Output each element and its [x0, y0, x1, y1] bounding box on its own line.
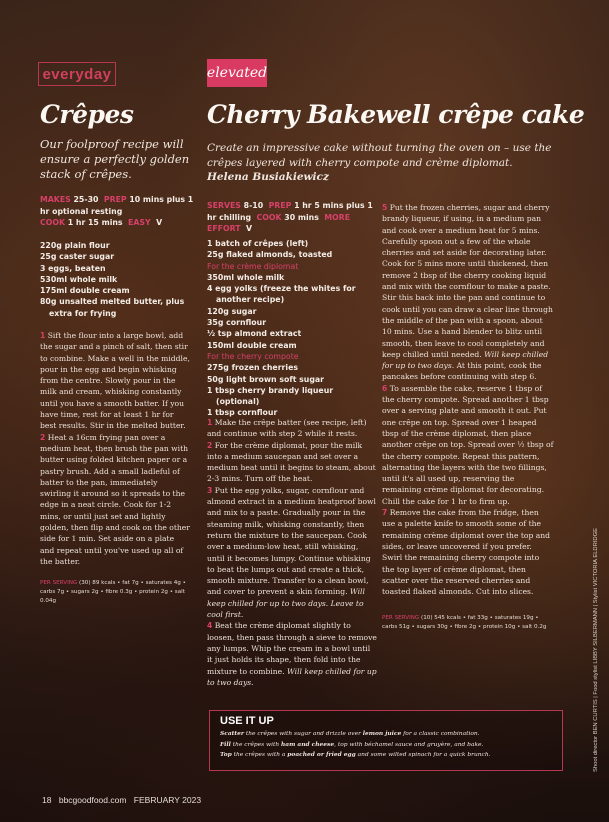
step-number: 1	[40, 331, 46, 340]
prep-value: 10 mins plus 1 hr optional resting	[40, 195, 194, 216]
tip-keyword: Scatter	[220, 730, 244, 737]
method-cherry-bakewell-part1	[207, 417, 377, 688]
method-step	[382, 507, 554, 597]
nutrition-cherry-bakewell	[382, 614, 552, 632]
ingredient-item: 35g cornflour	[207, 318, 267, 328]
ingredient-item: 530ml whole milk	[40, 274, 118, 284]
step-number: 7	[382, 508, 388, 518]
step-text: Make the crêpe batter (see recipe, left) and continue with step 2 while it rests.	[207, 418, 367, 439]
nutrition-values: (10) 545 kcals • fat 33g • saturates 19g • carbs 51g • sugars 30g • fibre 2g • protein 10g • salt 0.2g	[382, 615, 547, 630]
tip-keyword: Top	[220, 751, 232, 758]
ingredient-item: 275g frozen cherries	[207, 363, 299, 373]
ingredient-item: 1 tbsp cherry brandy liqueur (optional)	[207, 385, 334, 407]
method-step	[40, 432, 190, 568]
step-note: Will keep chilled for up to two days.	[207, 666, 377, 687]
recipe-meta-crepes	[40, 194, 200, 229]
serves-label: SERVES	[207, 201, 241, 210]
nutrition-crepes	[40, 579, 190, 606]
step-note: Will keep chilled for up to two days.	[382, 349, 549, 371]
recipe-intro-crepes: Our foolproof recipe will ensure a perfectly golden stack of crêpes.	[40, 137, 190, 181]
ingredient-item: ½ tsp almond extract	[207, 329, 302, 339]
difficulty-badge: MORE EFFORT	[207, 212, 351, 233]
tip-keyword: Fill	[220, 740, 231, 748]
tip-keyword: lemon juice	[362, 730, 402, 737]
page-footer	[42, 795, 206, 805]
recipe-title-crepes: Crêpes	[40, 100, 134, 129]
tip-text: , top with béchamel sauce and gruyère, and bake.	[334, 741, 484, 748]
method-cherry-bakewell-part2	[382, 202, 554, 597]
step-number: 1	[207, 418, 213, 427]
step-number: 2	[207, 440, 213, 450]
ingredient-subheading: For the crème diplomat	[207, 261, 299, 271]
category-tag-elevated: elevated	[207, 59, 267, 87]
makes-label: MAKES	[40, 195, 71, 204]
difficulty-badge: EASY	[128, 218, 151, 227]
prep-label: PREP	[103, 195, 127, 204]
method-step	[382, 202, 554, 383]
method-step	[40, 330, 190, 432]
step-number: 5	[382, 203, 388, 212]
ingredient-item: 3 eggs, beaten	[40, 263, 106, 273]
use-it-up-tip	[220, 740, 552, 751]
step-text: For the crème diplomat, pour the milk into a medium saucepan and set over a medium heat until it begins to steam, about 2-3 mins. Turn off the heat.	[207, 440, 376, 484]
ingredient-item: 350ml whole milk	[207, 272, 285, 282]
ingredient-item: 25g caster sugar	[40, 252, 115, 262]
recipe-intro-cherry-bakewell	[207, 141, 577, 185]
use-it-up-tip	[220, 750, 552, 761]
prep-label: PREP	[268, 201, 292, 210]
cook-label: COOK	[40, 218, 66, 227]
page-number: 18	[42, 795, 52, 805]
ingredient-item: 150ml double cream	[207, 340, 297, 350]
ingredient-subheading: For the cherry compote	[207, 351, 299, 361]
tip-keyword: poached or fried egg	[287, 751, 356, 758]
step-text: Heat a 16cm frying pan over a medium heat, then brush the pan with butter using folded kitchen paper or a pastry brush. Add a small ladleful of batter to the pan, immediately swirling it around so it spreads to the edge in a neat circle. Cook for 1-2 mins, or until just set and lightly golden, then flip and cook on the other side for 1 min. Set aside on a plate and repeat until you've used up all of the batter.	[40, 432, 190, 566]
per-serving-label: PER SERVING	[382, 615, 420, 621]
recipe-meta-cherry-bakewell	[207, 200, 377, 235]
ingredient-item: 50g light brown soft sugar	[207, 374, 325, 384]
use-it-up-box	[209, 710, 563, 771]
ingredient-item: 25g flaked almonds, toasted	[207, 250, 333, 260]
ingredient-item: 120g sugar	[207, 306, 257, 316]
step-text-after: At this point, cook the pancakes before continuing with step 6.	[382, 361, 542, 382]
ingredients-list-crepes	[40, 240, 200, 319]
method-step	[207, 417, 377, 440]
site-url: bbcgoodfood.com	[58, 795, 127, 805]
photo-credit: Shoot director BEN CURTIS | Food stylist LIBBY SILBERMANN | Stylist VICTORIA ELDRIDGE	[593, 528, 599, 772]
step-text: To assemble the cake, reserve 1 tbsp of the cherry compote. Spread another 1 tbsp over a serving plate and smooth it out. Put one crêpe on top. Spread over 1 heaped tbsp of the crème diplomat, then place another crêpe on top. Spread over ½ tbsp of the cherry compote. Repeat this pattern, alternating the layers with the two fillings, until it's all used up, reserving the remaining crème diplomat for decorating. Chill the cake for 1 hr to firm up.	[382, 383, 554, 506]
issue-date: FEBRUARY 2023	[133, 795, 202, 805]
tip-text: the crêpes with	[230, 741, 282, 748]
tip-text: and some wilted spinach for a quick brunch.	[355, 752, 491, 758]
method-step	[207, 485, 377, 621]
nutrition-values: (30) 89 kcals • fat 7g • saturates 4g • carbs 7g • sugars 2g • fibre 0.3g • protein 2g • salt 0.04g	[40, 580, 186, 604]
method-crepes	[40, 330, 190, 567]
tip-text: the crêpes with a	[231, 752, 288, 758]
makes-value: 25-30	[73, 195, 99, 204]
step-text: Put the egg yolks, sugar, cornflour and almond extract in a medium heatproof bowl and mix to a paste. Gradually pour in the steaming milk, whisking constantly, then return the mixture to the saucepan. Cook over a medium-low heat, still whisking, until it becomes lumpy. Continue whisking to beat the lumps out and create a thick, smooth mixture. Transfer to a clean bowl, and cover to prevent a skin forming.	[207, 485, 376, 597]
prep-value: 1 hr 5 mins plus 1 hr chilling	[207, 201, 373, 222]
step-number: 4	[207, 621, 213, 631]
step-number: 6	[382, 383, 388, 393]
recipe-title-cherry-bakewell: Cherry Bakewell crêpe cake	[207, 100, 585, 129]
vegetarian-badge: V	[246, 224, 253, 233]
ingredient-item: 1 batch of crêpes (left)	[207, 239, 309, 248]
method-step	[382, 383, 554, 507]
method-step	[207, 620, 377, 688]
use-it-up-heading: USE IT UP	[220, 715, 274, 727]
ingredient-item: 220g plain flour	[40, 241, 110, 250]
cook-value: 30 mins	[284, 212, 319, 222]
ingredient-item: 175ml double cream	[40, 286, 130, 296]
category-tag-everyday: everyday	[38, 62, 116, 86]
step-number: 2	[40, 432, 46, 442]
step-text: Put the frozen cherries, sugar and cherry brandy liqueur, if using, in a medium pan and cook over a medium heat for 5 mins. Carefully spoon out a few of the whole cherries and set aside for decorating later. Cook for 5 mins more until thickened, then remove 2 tbsp of the cherry cooking liquid and mix with the cornflour to make a paste. Stir this back into the pan and continue to cook until you can draw a clear line through the middle of the pan with a spoon, about 10 mins. Use a hand blender to blitz until smooth, then leave to cool completely and keep chilled until needed.	[382, 203, 553, 359]
per-serving-label: PER SERVING	[40, 580, 78, 586]
author-name: Helena Busiakiewicz	[207, 171, 329, 183]
ingredient-item: 80g unsalted melted butter, plus extra for frying	[40, 297, 185, 318]
tip-keyword: ham and cheese	[281, 740, 335, 748]
step-number: 3	[207, 485, 213, 495]
ingredient-item: 4 egg yolks (freeze the whites for another recipe)	[207, 284, 356, 305]
cook-value: 1 hr 15 mins	[67, 218, 123, 227]
use-it-up-tip	[220, 729, 552, 740]
method-step	[207, 440, 377, 485]
tip-text: for a classic combination.	[401, 731, 480, 737]
ingredients-list-cherry-bakewell	[207, 238, 377, 419]
step-text: Remove the cake from the fridge, then use a palette knife to smooth some of the remaining crème diplomat over the top and sides, or leave uncovered if you prefer. Swirl the remaining cherry compote into the top layer of crème diplomat, then scatter over the reserved cherries and toasted flaked almonds. Cut into slices.	[382, 508, 551, 597]
tip-text: the crêpes with sugar and drizzle over	[243, 731, 363, 737]
intro-text: Create an impressive cake without turning the oven on – use the crêpes layered with cherry compote and crème diplomat.	[207, 142, 552, 169]
step-text: Beat the crème diplomat slightly to loosen, then pass through a sieve to remove any lumps. Whip the cream in a bowl until it just holds its shape, then fold into the mixture to combine.	[207, 621, 377, 676]
ingredient-item: 1 tbsp cornflour	[207, 408, 278, 418]
vegetarian-badge: V	[156, 218, 163, 227]
step-text: Sift the flour into a large bowl, add the sugar and a pinch of salt, then stir to combine. Make a well in the middle, pour in the egg and begin whisking from the centre. Slowly pour in the milk and cream, whisking constantly until you have a smooth batter. If you have time, rest for at least 1 hr for best results. Stir in the melted butter.	[40, 331, 190, 431]
cook-label: COOK	[256, 212, 282, 222]
step-note: Will keep chilled for up to two days. Leave to cool first.	[207, 587, 365, 620]
serves-value: 8-10	[243, 201, 264, 210]
